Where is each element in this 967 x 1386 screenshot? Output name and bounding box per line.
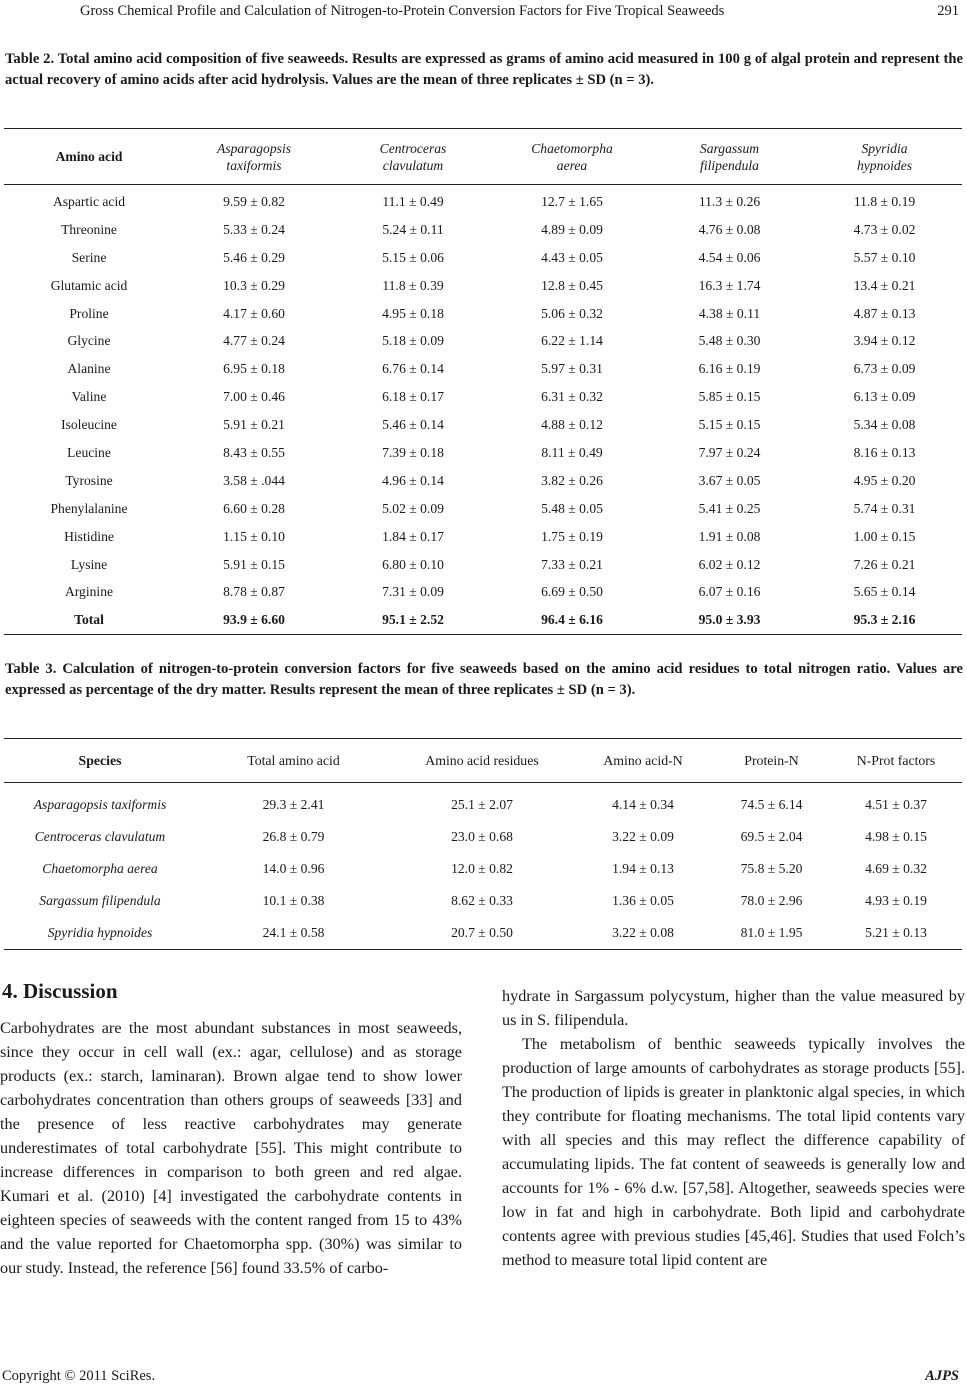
table-cell: 6.13 ± 0.09	[853, 389, 916, 405]
table-cell: 5.06 ± 0.32	[541, 305, 603, 321]
t3-column-header: Protein-N	[744, 752, 799, 768]
table-row-label: Histidine	[64, 528, 114, 544]
t3-column-header: Total amino acid	[247, 752, 340, 768]
t2-column-header: Sargassum filipendula	[699, 140, 760, 173]
table-cell: 7.33 ± 0.21	[541, 556, 603, 572]
page-number: 291	[937, 3, 959, 19]
discussion-right-column	[502, 984, 965, 1272]
table-row-label: Asparagopsis taxiformis	[33, 797, 167, 812]
table-row	[4, 523, 962, 551]
t3-column-header: Species	[78, 752, 122, 768]
table-cell: 12.8 ± 0.45	[541, 277, 603, 293]
table-cell: 4.98 ± 0.15	[865, 829, 927, 844]
table-cell: 4.38 ± 0.11	[698, 305, 761, 321]
copyright-notice: Copyright © 2011 SciRes.	[2, 1368, 156, 1384]
table-cell: 4.89 ± 0.09	[541, 221, 603, 237]
table3-caption: Table 3. Calculation of nitrogen-to-protein conversion factors for five seaweeds based on the amino acid residues to total nitrogen ratio. Values are expressed as percentage of the dry matter. Results represent the mean of three replicates ± SD (n = 3).	[5, 661, 963, 698]
table-cell: 4.14 ± 0.34	[612, 797, 674, 812]
table-cell: 16.3 ± 1.74	[698, 277, 761, 293]
table-row-label: Phenylalanine	[50, 500, 128, 516]
t2-column-header: Amino acid	[55, 149, 123, 164]
table-cell: 6.76 ± 0.14	[382, 361, 444, 377]
table2-amino-acid-composition	[4, 128, 962, 635]
table-cell: 4.54 ± 0.06	[698, 249, 761, 265]
table-cell: 1.91 ± 0.08	[698, 528, 761, 544]
table-cell: 5.97 ± 0.31	[541, 361, 603, 377]
discussion-paragraph: Carbohydrates are the most abundant substances in most seaweeds, since they occur in cell wall (ex.: agar, cellulose) and as storage products (ex.: starch, laminaran). Brown algae tend to show lower carbohydrates concentration than others groups of seaweeds [33] and the presence of less reactive carbohydrates may generate underestimates of total carbohydrate [55]. This might contribute to increase differences in comparison to both green and red algae. Kumari et al. (2010) [4] investigated the carbohydrate contents in eighteen species of seaweeds with the content ranged from 15 to 43% and the value reported for Chaetomorpha spp. (30%) was similar to our study. Instead, the reference [56] found 33.5% of carbo-	[0, 1019, 462, 1277]
table-row-label: Leucine	[67, 444, 111, 460]
t2-column-header: Spyridia hypnoides	[856, 140, 913, 173]
table-cell: 1.15 ± 0.10	[223, 528, 285, 544]
table-row-label: Sargassum filipendula	[39, 893, 161, 908]
table-cell: 8.78 ± 0.87	[223, 584, 285, 600]
table-cell: 78.0 ± 2.96	[740, 893, 803, 908]
table-cell: 11.3 ± 0.26	[698, 193, 761, 209]
table-cell: 3.22 ± 0.09	[612, 829, 674, 844]
table-cell: 5.15 ± 0.15	[698, 417, 761, 433]
table-cell: 12.0 ± 0.82	[451, 861, 513, 876]
table-row	[4, 917, 962, 950]
table-row	[4, 216, 962, 244]
table-cell: 8.16 ± 0.13	[853, 444, 916, 460]
table-cell: 5.48 ± 0.30	[698, 333, 761, 349]
table-cell: 5.46 ± 0.14	[382, 417, 444, 433]
table-cell: 3.94 ± 0.12	[853, 333, 916, 349]
table-cell: 81.0 ± 1.95	[740, 925, 803, 940]
table-cell: 7.31 ± 0.09	[382, 584, 444, 600]
table-row-label: Alanine	[67, 361, 111, 377]
table-row	[4, 783, 962, 822]
table-cell: 5.24 ± 0.11	[382, 221, 444, 237]
table-row-label: Isoleucine	[61, 417, 117, 433]
table-row	[4, 467, 962, 495]
table-cell: 8.11 ± 0.49	[541, 444, 603, 460]
table-cell: 4.95 ± 0.20	[853, 472, 916, 488]
table-cell: 10.3 ± 0.29	[223, 277, 285, 293]
table-cell: 7.00 ± 0.46	[223, 389, 285, 405]
t3-column-header: N-Prot factors	[856, 752, 936, 768]
table2-header-row	[4, 129, 962, 185]
table-cell: 74.5 ± 6.14	[740, 797, 803, 812]
table-row-label: Glycine	[67, 333, 111, 349]
table-row	[4, 411, 962, 439]
table-total-row	[4, 606, 962, 634]
table-cell: 11.8 ± 0.19	[853, 193, 916, 209]
t2-column-header: Centroceras clavulatum	[379, 140, 447, 173]
table-cell: 5.46 ± 0.29	[223, 249, 285, 265]
table-row	[4, 300, 962, 328]
table-cell: 6.16 ± 0.19	[698, 361, 761, 377]
table-row-label: Valine	[71, 389, 107, 405]
table-cell: 24.1 ± 0.58	[262, 925, 325, 940]
table-row-label: Arginine	[64, 584, 114, 600]
table-row	[4, 578, 962, 606]
table-cell: 5.91 ± 0.21	[223, 417, 285, 433]
table-row	[4, 272, 962, 300]
table-cell: 13.4 ± 0.21	[853, 277, 916, 293]
table-cell: 4.76 ± 0.08	[698, 221, 761, 237]
table-cell: 29.3 ± 2.41	[262, 797, 325, 812]
table-cell: 9.59 ± 0.82	[223, 193, 285, 209]
table-row-label: Aspartic acid	[52, 193, 126, 209]
table-cell: 3.22 ± 0.08	[612, 925, 674, 940]
t2-column-header: Asparagopsis taxiformis	[216, 140, 292, 173]
table-row-label: Lysine	[70, 556, 108, 572]
table-cell: 4.87 ± 0.13	[853, 305, 916, 321]
table-cell: 6.07 ± 0.16	[698, 584, 761, 600]
table-cell: 8.62 ± 0.33	[451, 893, 513, 908]
table-cell: 4.73 ± 0.02	[853, 221, 916, 237]
table-row	[4, 821, 962, 853]
page-footer	[0, 1366, 967, 1386]
table-cell: 7.97 ± 0.24	[698, 444, 761, 460]
table-cell: 5.48 ± 0.05	[541, 500, 603, 516]
total-cell: 95.3 ± 2.16	[853, 612, 916, 628]
discussion-paragraph: hydrate in Sargassum polycystum, higher than the value measured by us in S. filipendula.	[502, 987, 965, 1029]
table-cell: 6.69 ± 0.50	[541, 584, 603, 600]
table-cell: 5.65 ± 0.14	[853, 584, 916, 600]
table-row	[4, 495, 962, 523]
table-cell: 12.7 ± 1.65	[541, 193, 603, 209]
table-cell: 1.84 ± 0.17	[382, 528, 444, 544]
table-cell: 3.58 ± .044	[223, 472, 285, 488]
table-cell: 6.60 ± 0.28	[223, 500, 285, 516]
table3-header-row	[4, 739, 962, 783]
table-row	[4, 244, 962, 272]
table-cell: 20.7 ± 0.50	[451, 925, 513, 940]
table-row-label: Chaetomorpha aerea	[42, 861, 158, 876]
table-row-label: Tyrosine	[65, 472, 113, 488]
total-cell: 96.4 ± 6.16	[541, 612, 603, 628]
table-cell: 8.43 ± 0.55	[223, 444, 285, 460]
table-row	[4, 355, 962, 383]
table-cell: 7.39 ± 0.18	[382, 444, 444, 460]
table-cell: 5.33 ± 0.24	[223, 221, 285, 237]
running-header	[0, 0, 967, 22]
table-cell: 3.67 ± 0.05	[698, 472, 761, 488]
table-cell: 5.18 ± 0.09	[382, 333, 444, 349]
table-row	[4, 885, 962, 917]
table-cell: 4.17 ± 0.60	[223, 305, 285, 321]
table-cell: 11.1 ± 0.49	[382, 193, 444, 209]
table-cell: 4.95 ± 0.18	[382, 305, 444, 321]
table-cell: 4.51 ± 0.37	[865, 797, 927, 812]
table3-body	[4, 783, 962, 950]
table-cell: 5.85 ± 0.15	[698, 389, 761, 405]
table-row-label: Proline	[69, 305, 109, 321]
table2-body	[4, 185, 962, 635]
discussion-paragraph: The metabolism of benthic seaweeds typically involves the production of large amounts of carbohydrates as storage products [55]. The production of lipids is greater in planktonic algal species, in which they contribute for floating mechanisms. The total lipid contents vary with all species and this may reflect the difference capability of accumulating lipids. The fat content of seaweeds is generally low and accounts for 1% - 6% d.w. [57,58]. Altogether, seaweeds species were low in fat and high in carbohydrate. Both lipid and carbohydrate contents agree with previous studies [45,46]. Studies that used Folch’s method to measure total lipid content are	[502, 1035, 965, 1269]
table-cell: 5.34 ± 0.08	[853, 417, 916, 433]
t3-column-header: Amino acid-N	[603, 752, 683, 768]
table2-caption: Table 2. Total amino acid composition of five seaweeds. Results are expressed as grams of amino acid measured in 100 g of algal protein and represent the actual recovery of amino acids after acid hydrolysis. Values are the mean of three replicates ± SD (n = 3).	[5, 51, 963, 88]
table-cell: 3.82 ± 0.26	[541, 472, 603, 488]
table-cell: 4.69 ± 0.32	[865, 861, 927, 876]
table-cell: 5.57 ± 0.10	[853, 249, 916, 265]
total-label: Total	[74, 612, 104, 628]
table-cell: 4.77 ± 0.24	[223, 333, 285, 349]
running-title: Gross Chemical Profile and Calculation of Nitrogen-to-Protein Conversion Factors for Five Tropical Seaweeds	[80, 3, 725, 19]
table-row	[4, 551, 962, 579]
table-cell: 14.0 ± 0.96	[262, 861, 325, 876]
table-row	[4, 439, 962, 467]
table-cell: 26.8 ± 0.79	[262, 829, 325, 844]
table-cell: 6.02 ± 0.12	[698, 556, 761, 572]
table-cell: 6.95 ± 0.18	[223, 361, 285, 377]
table-cell: 6.18 ± 0.17	[382, 389, 444, 405]
table-cell: 1.75 ± 0.19	[541, 528, 603, 544]
table-row	[4, 185, 962, 216]
total-cell: 95.0 ± 3.93	[698, 612, 761, 628]
table-cell: 7.26 ± 0.21	[853, 556, 916, 572]
table-cell: 4.96 ± 0.14	[382, 472, 444, 488]
table-cell: 4.43 ± 0.05	[541, 249, 603, 265]
total-cell: 93.9 ± 6.60	[223, 612, 285, 628]
table-row-label: Glutamic acid	[50, 277, 128, 293]
discussion-left-column	[0, 1016, 462, 1280]
table-cell: 5.74 ± 0.31	[853, 500, 916, 516]
table-row-label: Threonine	[61, 221, 117, 237]
table-row-label: Serine	[71, 249, 107, 265]
table-row	[4, 327, 962, 355]
table-cell: 25.1 ± 2.07	[451, 797, 513, 812]
table-cell: 1.36 ± 0.05	[612, 893, 674, 908]
table-cell: 4.88 ± 0.12	[541, 417, 603, 433]
table-cell: 6.22 ± 1.14	[541, 333, 603, 349]
section-heading-discussion: 4. Discussion	[2, 979, 118, 1003]
table-cell: 6.73 ± 0.09	[853, 361, 916, 377]
table-cell: 69.5 ± 2.04	[740, 829, 803, 844]
table-row	[4, 853, 962, 885]
table-cell: 11.8 ± 0.39	[382, 277, 444, 293]
table-cell: 10.1 ± 0.38	[262, 893, 325, 908]
table-cell: 6.31 ± 0.32	[541, 389, 603, 405]
journal-abbreviation: AJPS	[925, 1368, 959, 1384]
table-cell: 5.91 ± 0.15	[223, 556, 285, 572]
table-row-label: Spyridia hypnoides	[47, 925, 153, 940]
table-cell: 4.93 ± 0.19	[865, 893, 927, 908]
table-cell: 5.21 ± 0.13	[865, 925, 927, 940]
t3-column-header: Amino acid residues	[425, 752, 539, 768]
table-cell: 75.8 ± 5.20	[740, 861, 803, 876]
table-cell: 1.00 ± 0.15	[853, 528, 916, 544]
table-cell: 5.15 ± 0.06	[382, 249, 444, 265]
table-cell: 5.02 ± 0.09	[382, 500, 444, 516]
table-cell: 5.41 ± 0.25	[698, 500, 761, 516]
table-cell: 1.94 ± 0.13	[612, 861, 674, 876]
table-cell: 23.0 ± 0.68	[451, 829, 513, 844]
t2-column-header: Chaetomorpha aerea	[531, 140, 613, 173]
table-cell: 6.80 ± 0.10	[382, 556, 444, 572]
total-cell: 95.1 ± 2.52	[382, 612, 444, 628]
table-row	[4, 383, 962, 411]
table3-conversion-factors	[4, 738, 962, 950]
table-row-label: Centroceras clavulatum	[34, 829, 166, 844]
